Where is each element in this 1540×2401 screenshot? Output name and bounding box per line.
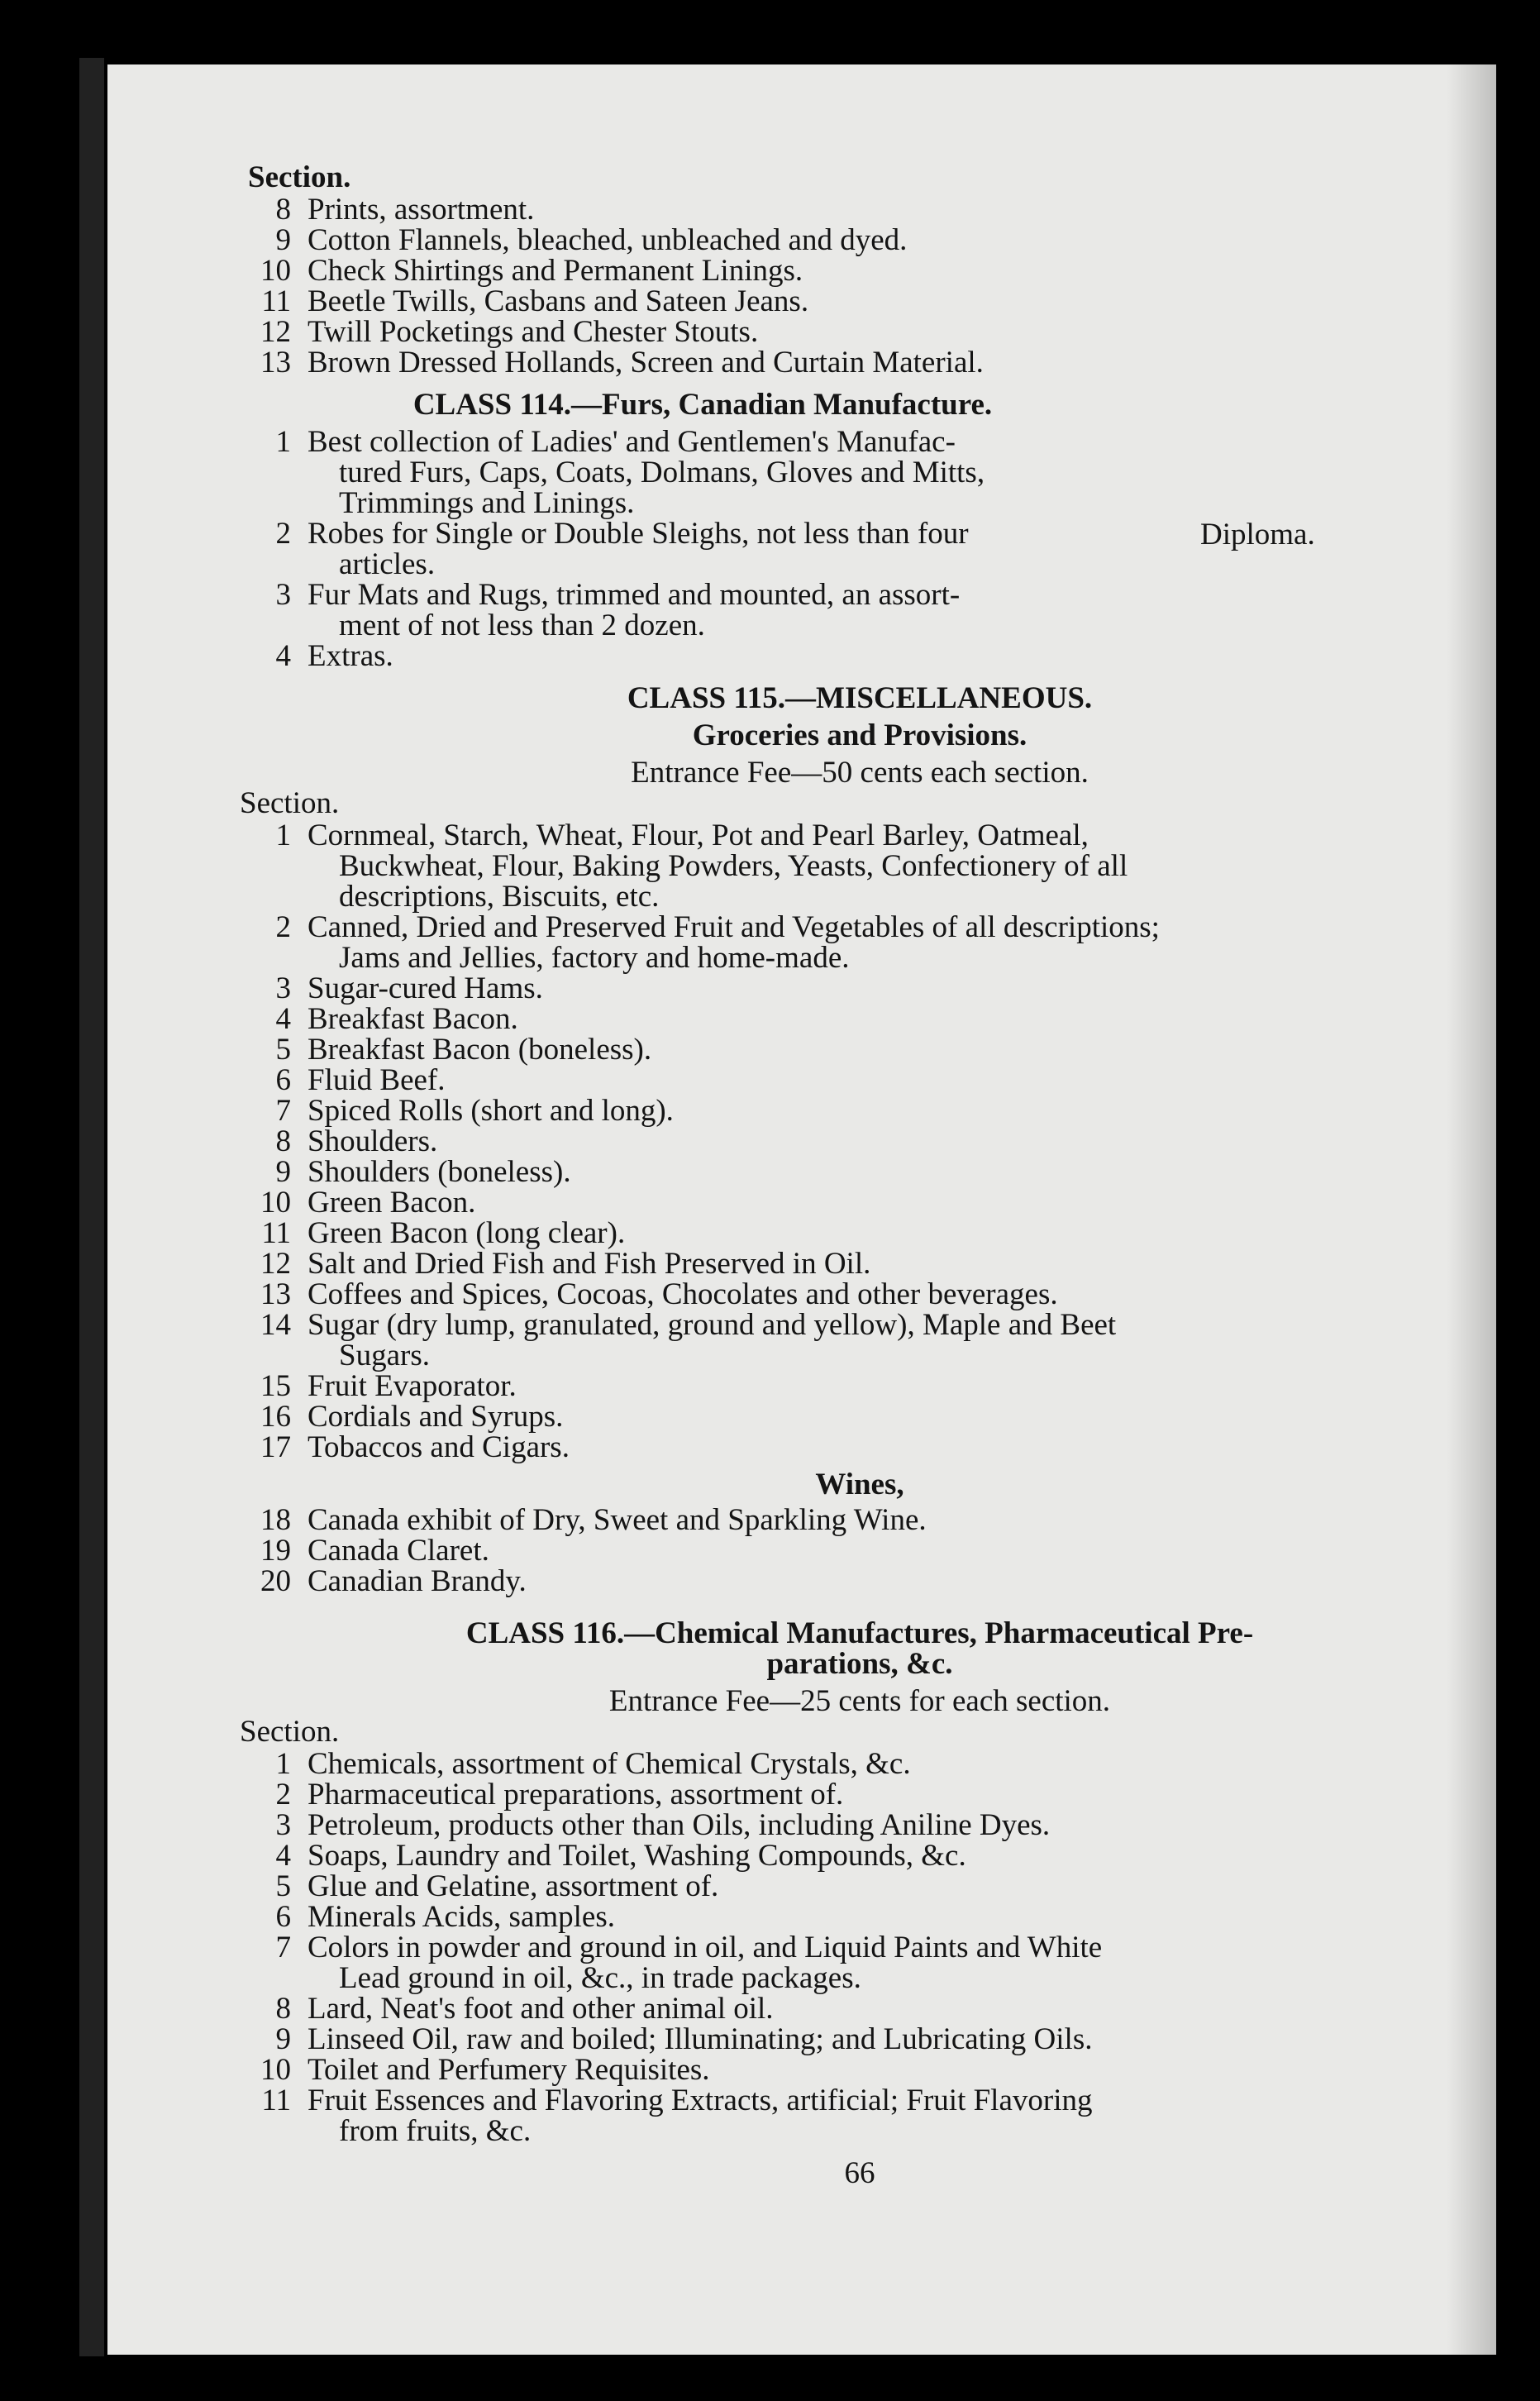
item-number: 7 bbox=[275, 1094, 291, 1128]
item-number: 2 bbox=[275, 517, 291, 551]
item-number: 17 bbox=[260, 1430, 291, 1464]
item-text: Sugar-cured Hams. bbox=[308, 971, 543, 1005]
item-number: 1 bbox=[275, 425, 291, 459]
page-content bbox=[240, 162, 1496, 2328]
class-115-list bbox=[240, 820, 1496, 1463]
class-116-entrance-fee: Entrance Fee—25 cents for each section. bbox=[608, 1684, 1111, 1718]
item-number: 3 bbox=[275, 1808, 291, 1842]
class-114-heading: CLASS 114.—Furs, Canadian Manufacture. bbox=[412, 388, 993, 422]
item-text bbox=[308, 912, 1496, 973]
list-item bbox=[240, 1840, 1496, 1871]
list-item bbox=[240, 347, 1496, 378]
item-line: Sugars. bbox=[339, 1339, 430, 1372]
item-line: Jams and Jellies, factory and home-made. bbox=[339, 941, 850, 975]
item-number: 3 bbox=[275, 971, 291, 1005]
list-item bbox=[240, 1566, 1496, 1597]
list-item bbox=[240, 1065, 1496, 1095]
item-number: 15 bbox=[260, 1369, 291, 1403]
list-item bbox=[240, 2024, 1496, 2055]
list-item bbox=[240, 1902, 1496, 1932]
item-text: Glue and Gelatine, assortment of. bbox=[308, 1869, 719, 1903]
list-item bbox=[240, 820, 1496, 912]
list-item bbox=[240, 317, 1496, 347]
item-number: 10 bbox=[260, 254, 291, 288]
item-line: descriptions, Biscuits, etc. bbox=[339, 880, 660, 914]
item-number: 11 bbox=[261, 1216, 291, 1250]
item-number: 9 bbox=[275, 223, 291, 257]
item-text: Extras. bbox=[308, 639, 393, 673]
item-number: 8 bbox=[275, 193, 291, 227]
top-items-list bbox=[240, 194, 1496, 378]
list-item bbox=[240, 1749, 1496, 1779]
item-line: Robes for Single or Double Sleighs, not less than four bbox=[308, 517, 969, 551]
item-number: 5 bbox=[275, 1869, 291, 1903]
item-text: Green Bacon (long clear). bbox=[308, 1216, 626, 1250]
item-number: 10 bbox=[260, 2053, 291, 2087]
list-item bbox=[240, 641, 1496, 671]
item-text: Salt and Dried Fish and Fish Preserved in Oil. bbox=[308, 1247, 871, 1281]
list-item bbox=[240, 1034, 1496, 1065]
list-item bbox=[240, 1218, 1496, 1248]
item-text: Brown Dressed Hollands, Screen and Curtain Material. bbox=[308, 346, 984, 379]
item-text bbox=[308, 518, 1134, 580]
list-item bbox=[240, 286, 1496, 317]
item-number: 5 bbox=[275, 1033, 291, 1067]
item-text: Toilet and Perfumery Requisites. bbox=[308, 2053, 710, 2087]
item-number: 8 bbox=[275, 1992, 291, 2026]
item-line: Fur Mats and Rugs, trimmed and mounted, an assort- bbox=[308, 578, 961, 612]
item-text: Pharmaceutical preparations, assortment of. bbox=[308, 1778, 844, 1811]
list-item bbox=[240, 2055, 1496, 2085]
list-item bbox=[240, 973, 1496, 1004]
item-line: Trimmings and Linings. bbox=[339, 486, 635, 520]
item-text: Spiced Rolls (short and long). bbox=[308, 1094, 674, 1128]
item-text bbox=[308, 1310, 1496, 1371]
item-text: Soaps, Laundry and Toilet, Washing Compounds, &c. bbox=[308, 1839, 966, 1873]
list-item bbox=[240, 1004, 1496, 1034]
list-item bbox=[240, 1871, 1496, 1902]
item-text: Shoulders (boneless). bbox=[308, 1155, 571, 1189]
item-text bbox=[308, 427, 1496, 518]
item-text: Cordials and Syrups. bbox=[308, 1400, 564, 1434]
list-item bbox=[240, 580, 1496, 641]
list-item bbox=[240, 194, 1496, 225]
item-line: tured Furs, Caps, Coats, Dolmans, Gloves and Mitts, bbox=[339, 456, 985, 489]
item-text: Fruit Evaporator. bbox=[308, 1369, 517, 1403]
item-number: 10 bbox=[260, 1186, 291, 1220]
list-item bbox=[240, 1993, 1496, 2024]
list-item bbox=[240, 427, 1496, 518]
item-text: Coffees and Spices, Cocoas, Chocolates and other beverages. bbox=[308, 1277, 1058, 1311]
item-number: 20 bbox=[260, 1564, 291, 1598]
item-text: Petroleum, products other than Oils, including Aniline Dyes. bbox=[308, 1808, 1051, 1842]
item-number: 3 bbox=[275, 578, 291, 612]
item-line: articles. bbox=[339, 547, 436, 581]
item-text: Lard, Neat's foot and other animal oil. bbox=[308, 1992, 774, 2026]
list-item bbox=[240, 1810, 1496, 1840]
list-item bbox=[240, 1932, 1496, 1993]
item-number: 16 bbox=[260, 1400, 291, 1434]
item-text bbox=[308, 1932, 1496, 1993]
section-label-top: Section. bbox=[248, 160, 351, 194]
list-item bbox=[240, 255, 1496, 286]
class-115-entrance-fee: Entrance Fee—50 cents each section. bbox=[631, 756, 1089, 790]
item-number: 6 bbox=[275, 1063, 291, 1097]
item-number: 12 bbox=[260, 1247, 291, 1281]
item-text: Canadian Brandy. bbox=[308, 1564, 527, 1598]
item-text: Minerals Acids, samples. bbox=[308, 1900, 616, 1934]
class-116-heading: CLASS 116.—Chemical Manufactures, Pharmaceutical Pre- bbox=[465, 1616, 1254, 1650]
item-number: 13 bbox=[260, 346, 291, 379]
document-page bbox=[107, 64, 1496, 2355]
list-item bbox=[240, 1187, 1496, 1218]
class-116-list bbox=[240, 1749, 1496, 2146]
list-item bbox=[240, 912, 1496, 973]
list-item bbox=[240, 1157, 1496, 1187]
item-number: 4 bbox=[275, 1002, 291, 1036]
item-number: 8 bbox=[275, 1124, 291, 1158]
item-number: 12 bbox=[260, 315, 291, 349]
wines-list bbox=[240, 1505, 1496, 1597]
item-number: 7 bbox=[275, 1931, 291, 1964]
item-number: 14 bbox=[260, 1308, 291, 1342]
list-item bbox=[240, 1432, 1496, 1463]
list-item bbox=[240, 1248, 1496, 1279]
list-item bbox=[240, 1095, 1496, 1126]
item-line: Cornmeal, Starch, Wheat, Flour, Pot and Pearl Barley, Oatmeal, bbox=[308, 819, 1089, 852]
item-text: Twill Pocketings and Chester Stouts. bbox=[308, 315, 759, 349]
item-text: Fluid Beef. bbox=[308, 1063, 446, 1097]
list-item bbox=[240, 1126, 1496, 1157]
item-text bbox=[308, 580, 1496, 641]
item-line: Lead ground in oil, &c., in trade packages. bbox=[339, 1961, 861, 1995]
item-number: 4 bbox=[275, 639, 291, 673]
class-116-section-label: Section. bbox=[240, 1715, 340, 1749]
item-text: Chemicals, assortment of Chemical Crystals, &c. bbox=[308, 1747, 911, 1781]
wines-heading: Wines, bbox=[815, 1468, 904, 1501]
item-number: 11 bbox=[261, 2084, 291, 2117]
item-number: 1 bbox=[275, 1747, 291, 1781]
item-text: Prints, assortment. bbox=[308, 193, 535, 227]
item-text: Cotton Flannels, bleached, unbleached and dyed. bbox=[308, 223, 908, 257]
list-item bbox=[240, 1279, 1496, 1310]
list-item bbox=[240, 2085, 1496, 2146]
item-number: 4 bbox=[275, 1839, 291, 1873]
list-item bbox=[240, 1505, 1496, 1535]
item-text: Canada exhibit of Dry, Sweet and Sparkling Wine. bbox=[308, 1503, 927, 1537]
item-line: Canned, Dried and Preserved Fruit and Vegetables of all descriptions; bbox=[308, 910, 1160, 944]
scan-binding-edge bbox=[79, 58, 104, 2356]
item-text: Shoulders. bbox=[308, 1124, 438, 1158]
item-text: Check Shirtings and Permanent Linings. bbox=[308, 254, 803, 288]
list-item bbox=[240, 1371, 1496, 1401]
item-line: Sugar (dry lump, granulated, ground and yellow), Maple and Beet bbox=[308, 1308, 1117, 1342]
class-115-heading: CLASS 115.—MISCELLANEOUS. bbox=[627, 681, 1093, 715]
item-line: Buckwheat, Flour, Baking Powders, Yeasts, Confectionery of all bbox=[339, 849, 1128, 883]
item-line: ment of not less than 2 dozen. bbox=[339, 609, 705, 642]
item-text: Green Bacon. bbox=[308, 1186, 476, 1220]
list-item bbox=[240, 1535, 1496, 1566]
item-number: 1 bbox=[275, 819, 291, 852]
item-number: 9 bbox=[275, 1155, 291, 1189]
item-number: 2 bbox=[275, 1778, 291, 1811]
item-text: Beetle Twills, Casbans and Sateen Jeans. bbox=[308, 284, 809, 318]
list-item bbox=[240, 518, 1134, 580]
item-line: Colors in powder and ground in oil, and Liquid Paints and White bbox=[308, 1931, 1103, 1964]
item-number: 6 bbox=[275, 1900, 291, 1934]
item-number: 11 bbox=[261, 284, 291, 318]
award-row bbox=[240, 518, 1496, 580]
item-number: 18 bbox=[260, 1503, 291, 1537]
class-115-subheading: Groceries and Provisions. bbox=[692, 718, 1027, 752]
item-line: Fruit Essences and Flavoring Extracts, artificial; Fruit Flavoring bbox=[308, 2084, 1093, 2117]
item-text bbox=[308, 820, 1496, 912]
item-number: 13 bbox=[260, 1277, 291, 1311]
item-number: 9 bbox=[275, 2022, 291, 2056]
item-line: Best collection of Ladies' and Gentlemen's Manufac- bbox=[308, 425, 956, 459]
item-text: Canada Claret. bbox=[308, 1534, 489, 1568]
list-item bbox=[240, 1310, 1496, 1371]
list-item bbox=[240, 225, 1496, 255]
item-text: Breakfast Bacon (boneless). bbox=[308, 1033, 652, 1067]
item-line: from fruits, &c. bbox=[339, 2114, 532, 2148]
class-116-heading-continued: parations, &c. bbox=[766, 1647, 953, 1681]
page-number: 66 bbox=[844, 2156, 875, 2190]
list-item bbox=[240, 1779, 1496, 1810]
list-item bbox=[240, 1401, 1496, 1432]
item-number: 2 bbox=[275, 910, 291, 944]
item-text bbox=[308, 2085, 1496, 2146]
item-text: Breakfast Bacon. bbox=[308, 1002, 518, 1036]
class-114-list bbox=[240, 427, 1496, 671]
award-label: Diploma. bbox=[1200, 518, 1315, 551]
item-text: Linseed Oil, raw and boiled; Illuminating; and Lubricating Oils. bbox=[308, 2022, 1093, 2056]
item-text: Tobaccos and Cigars. bbox=[308, 1430, 570, 1464]
item-number: 19 bbox=[260, 1534, 291, 1568]
class-115-section-label: Section. bbox=[240, 786, 340, 820]
